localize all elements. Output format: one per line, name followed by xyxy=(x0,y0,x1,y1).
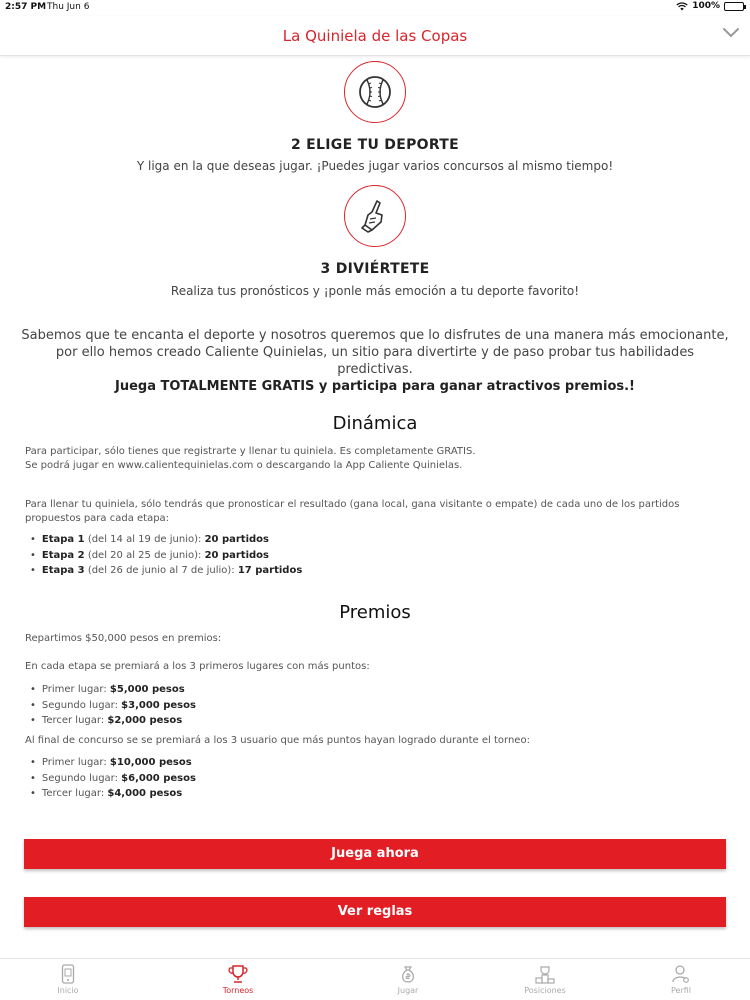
intro-paragraph xyxy=(20,327,730,395)
baseball-icon xyxy=(357,74,393,110)
list-item: • Primer lugar: $10,000 pesos xyxy=(30,755,720,771)
dinamica-line-2: Se podrá jugar en www.calientequinielas.com o descargando la App Caliente Quinielas. xyxy=(25,460,463,471)
dinamica-paragraph-2: Para llenar tu quiniela, sólo tendrás que pronosticar el resultado (gana local, gana visitante o empate) de cada uno de los partidos propuestos para cada etapa: xyxy=(25,499,680,524)
chevron-down-icon[interactable] xyxy=(722,27,740,39)
list-item: • Tercer lugar: $4,000 pesos xyxy=(30,786,720,802)
step-2-icon-circle xyxy=(344,61,406,123)
tab-perfil[interactable] xyxy=(641,964,721,995)
list-item: • Primer lugar: $5,000 pesos xyxy=(30,682,720,698)
premios-title: Premios xyxy=(339,602,411,623)
step-3-description: Realiza tus pronósticos y ¡ponle más emoción a tu deporte favorito! xyxy=(170,284,580,298)
final-prizes-list xyxy=(30,755,720,802)
tab-label: Jugar xyxy=(397,986,419,995)
etapas-list xyxy=(30,532,720,579)
money-bag-icon xyxy=(398,964,418,984)
status-right xyxy=(676,1,744,11)
foam-finger-icon xyxy=(357,198,393,234)
intro-text: Sabemos que te encanta el deporte y nosotros queremos que lo disfrutes de una manera más emocionante, por ello hemos creado Caliente Quinielas, un sitio para divertirte y de paso probar tus habilidades predictivas. xyxy=(21,328,729,377)
dinamica-line-1: Para participar, sólo tienes que registrarte y llenar tu quiniela. Es completamente GRATIS. xyxy=(25,446,476,457)
view-rules-button[interactable]: Ver reglas xyxy=(24,897,726,927)
tab-posiciones[interactable] xyxy=(505,964,585,995)
list-item: • Etapa 2 (del 20 al 25 de junio): 20 partidos xyxy=(30,548,720,564)
intro-bold-text: Juega TOTALMENTE GRATIS y participa para ganar atractivos premios.! xyxy=(115,379,635,394)
page-title: La Quiniela de las Copas xyxy=(282,27,468,45)
step-2-description: Y liga en la que deseas jugar. ¡Puedes jugar varios concursos al mismo tiempo! xyxy=(136,159,614,173)
step-3-icon-circle xyxy=(344,185,406,247)
tab-label: Inicio xyxy=(57,986,79,995)
tab-jugar[interactable] xyxy=(368,964,448,995)
status-bar xyxy=(0,0,750,16)
tab-torneos[interactable] xyxy=(198,964,278,995)
tab-label: Posiciones xyxy=(524,986,566,995)
trophy-icon xyxy=(228,964,248,984)
list-item: • Segundo lugar: $6,000 pesos xyxy=(30,771,720,787)
step-3-title: 3 DIVIÉRTETE xyxy=(320,261,430,277)
dinamica-title: Dinámica xyxy=(332,413,418,434)
list-item: • Segundo lugar: $3,000 pesos xyxy=(30,698,720,714)
list-item: • Etapa 1 (del 14 al 19 de junio): 20 partidos xyxy=(30,532,720,548)
wifi-icon xyxy=(676,2,688,11)
header-bar xyxy=(0,16,750,56)
status-time: 2:57 PM xyxy=(5,2,47,12)
play-now-button[interactable]: Juega ahora xyxy=(24,839,726,869)
battery-icon xyxy=(724,2,744,11)
tab-inicio[interactable] xyxy=(28,964,108,995)
dinamica-paragraph-1 xyxy=(25,445,725,473)
premios-paragraph-1: Repartimos $50,000 pesos en premios: xyxy=(25,633,222,644)
premios-paragraph-2: En cada etapa se premiará a los 3 primeros lugares con más puntos: xyxy=(25,661,370,672)
phone-icon xyxy=(61,964,75,984)
status-date: Thu Jun 6 xyxy=(47,2,90,12)
battery-percent: 100% xyxy=(692,1,720,11)
user-settings-icon xyxy=(671,964,691,984)
step-2-title: 2 ELIGE TU DEPORTE xyxy=(290,137,460,153)
tab-label: Torneos xyxy=(222,986,254,995)
list-item: • Etapa 3 (del 26 de junio al 7 de julio): 17 partidos xyxy=(30,563,720,579)
tab-label: Perfil xyxy=(670,986,691,995)
stage-prizes-list xyxy=(30,682,720,729)
podium-icon xyxy=(534,964,556,984)
list-item: • Tercer lugar: $2,000 pesos xyxy=(30,713,720,729)
premios-paragraph-3: Al final de concurso se se premiará a los 3 usuario que más puntos hayan logrado durante el torneo: xyxy=(25,735,530,746)
tab-bar xyxy=(0,958,750,1000)
